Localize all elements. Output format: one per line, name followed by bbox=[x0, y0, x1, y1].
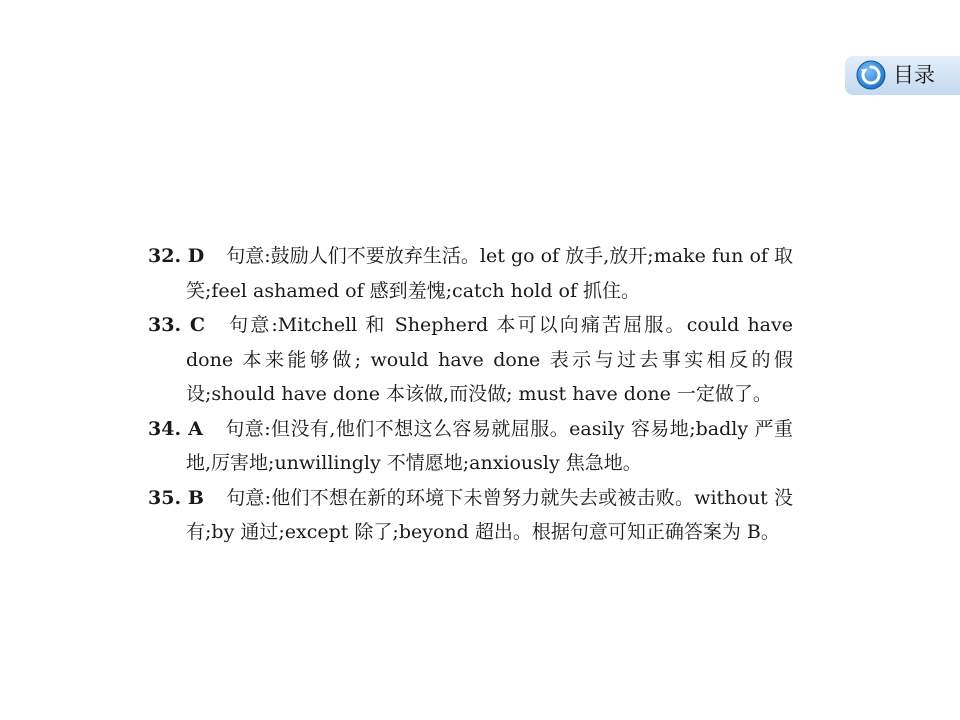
answer-item bbox=[148, 412, 793, 481]
toc-label: 目录 bbox=[893, 63, 935, 87]
answer-item bbox=[148, 239, 793, 308]
answer-number: 32. D bbox=[148, 245, 205, 267]
answer-explanation: 句意:但没有,他们不想这么容易就屈服。easily 容易地;badly 严重地,厉害地;unwillingly 不情愿地;anxiously 焦急地。 bbox=[186, 417, 793, 474]
toc-button[interactable] bbox=[845, 56, 960, 95]
answer-explanation: 句意:鼓励人们不要放弃生活。let go of 放手,放开;make fun of 取笑;feel ashamed of 感到羞愧;catch hold of 抓住。 bbox=[186, 245, 793, 302]
answer-list bbox=[148, 239, 793, 550]
answer-item bbox=[148, 481, 793, 550]
answer-number: 34. A bbox=[148, 417, 203, 440]
answer-item bbox=[148, 308, 793, 412]
answer-number: 33. C bbox=[148, 314, 205, 336]
answer-explanation: 句意:他们不想在新的环境下未曾努力就失去或被击败。without 没有;by 通过;except 除了;beyond 超出。根据句意可知正确答案为 B。 bbox=[186, 486, 794, 543]
answer-number: 35. B bbox=[148, 486, 204, 509]
return-circle-icon bbox=[856, 60, 886, 90]
answer-explanation: 句意:Mitchell 和 Shepherd 本可以向痛苦屈服。could have done 本来能够做; would have done 表示与过去事实相反的假设;should have done 本该做,而没做; must have done 一定做了。 bbox=[186, 314, 793, 405]
